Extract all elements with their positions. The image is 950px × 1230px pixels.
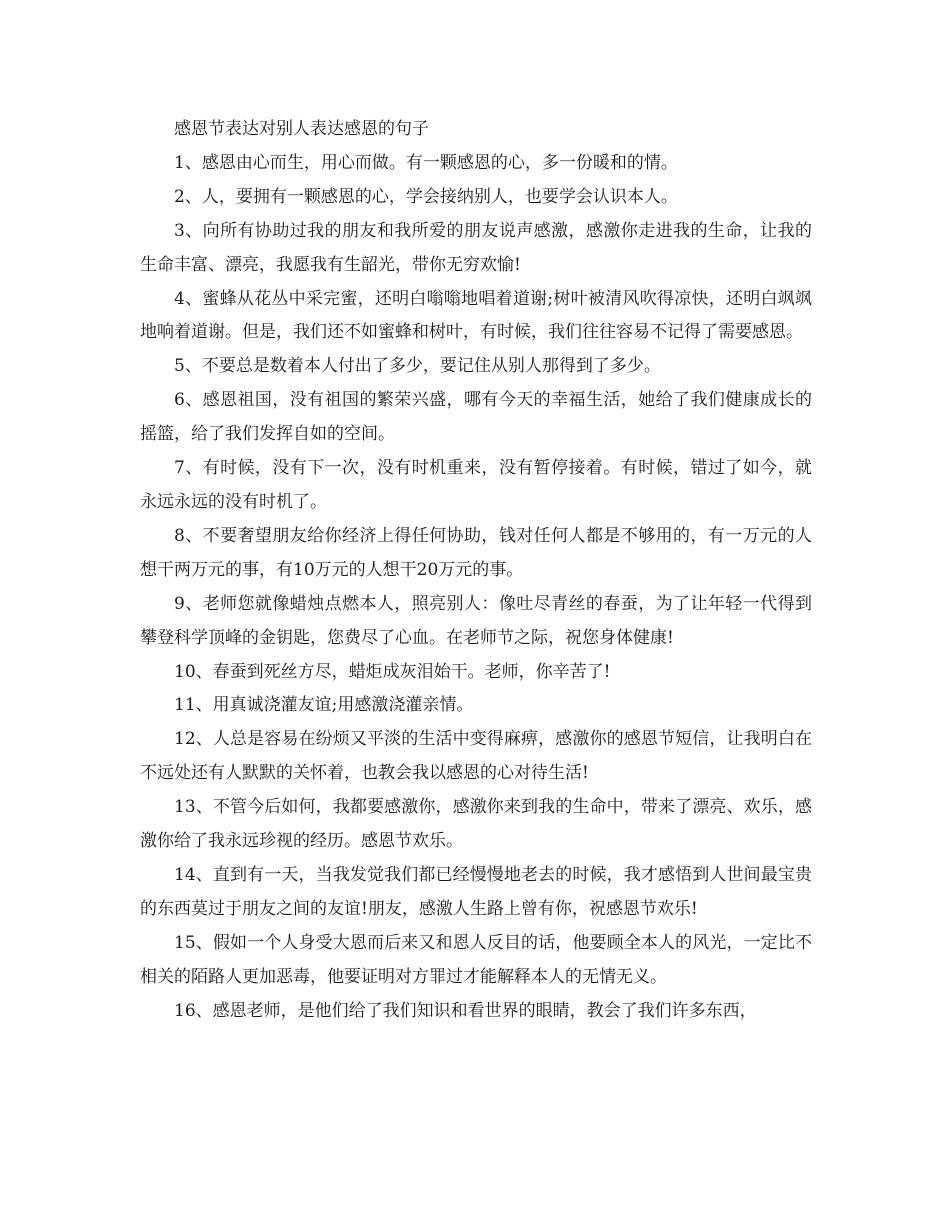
sentence-item-14: 14、直到有一天，当我发觉我们都已经慢慢地老去的时候，我才感悟到人世间最宝贵的东西莫过于朋友之间的友谊!朋友，感激人生路上曾有你，祝感恩节欢乐! xyxy=(140,864,812,919)
sentence-item-4: 4、蜜蜂从花丛中采完蜜，还明白嗡嗡地唱着道谢;树叶被清风吹得凉快，还明白飒飒地响着道谢。但是，我们还不如蜜蜂和树叶，有时候，我们往往容易不记得了需要感恩。 xyxy=(140,288,812,343)
document-page xyxy=(140,113,812,1028)
sentence-item-15: 15、假如一个人身受大恩而后来又和恩人反目的话，他要顾全本人的风光，一定比不相关的陌路人更加恶毒，他要证明对方罪过才能解释本人的无情无义。 xyxy=(140,932,812,987)
sentence-item-11: 11、用真诚浇灌友谊;用感激浇灌亲情。 xyxy=(174,695,474,716)
sentence-item-6: 6、感恩祖国，没有祖国的繁荣兴盛，哪有今天的幸福生活，她给了我们健康成长的摇篮，给了我们发挥自如的空间。 xyxy=(140,390,812,445)
document-title: 感恩节表达对别人表达感恩的句子 xyxy=(174,119,429,139)
sentence-item-13: 13、不管今后如何，我都要感激你，感激你来到我的生命中，带来了漂亮、欢乐，感激你给了我永远珍视的经历。感恩节欢乐。 xyxy=(140,797,812,852)
sentence-item-9: 9、老师您就像蜡烛点燃本人，照亮别人：像吐尽青丝的春蚕，为了让年轻一代得到攀登科学顶峰的金钥匙，您费尽了心血。在老师节之际，祝您身体健康! xyxy=(140,593,812,648)
sentence-item-16: 16、感恩老师，是他们给了我们知识和看世界的眼睛，教会了我们许多东西， xyxy=(174,1000,757,1021)
sentence-item-10: 10、春蚕到死丝方尽，蜡炬成灰泪始干。老师，你辛苦了! xyxy=(174,661,611,682)
sentence-item-3: 3、向所有协助过我的朋友和我所爱的朋友说声感激，感激你走进我的生命，让我的生命丰富、漂亮，我愿我有生韶光，带你无穷欢愉! xyxy=(140,220,812,275)
sentence-item-2: 2、人，要拥有一颗感恩的心，学会接纳别人，也要学会认识本人。 xyxy=(174,186,678,207)
sentence-item-7: 7、有时候，没有下一次，没有时机重来，没有暂停接着。有时候，错过了如今，就永远永远的没有时机了。 xyxy=(140,458,812,512)
sentence-item-8: 8、不要奢望朋友给你经济上得任何协助，钱对任何人都是不够用的，有一万元的人想干两万元的事，有10万元的人想干20万元的事。 xyxy=(140,525,812,580)
sentence-item-12: 12、人总是容易在纷烦又平淡的生活中变得麻痹，感激你的感恩节短信，让我明白在不远处还有人默默的关怀着，也教会我以感恩的心对待生活! xyxy=(140,729,812,784)
sentence-item-1: 1、感恩由心而生，用心而做。有一颗感恩的心，多一份暖和的情。 xyxy=(174,152,678,173)
sentence-item-5: 5、不要总是数着本人付出了多少，要记住从别人那得到了多少。 xyxy=(174,356,661,377)
